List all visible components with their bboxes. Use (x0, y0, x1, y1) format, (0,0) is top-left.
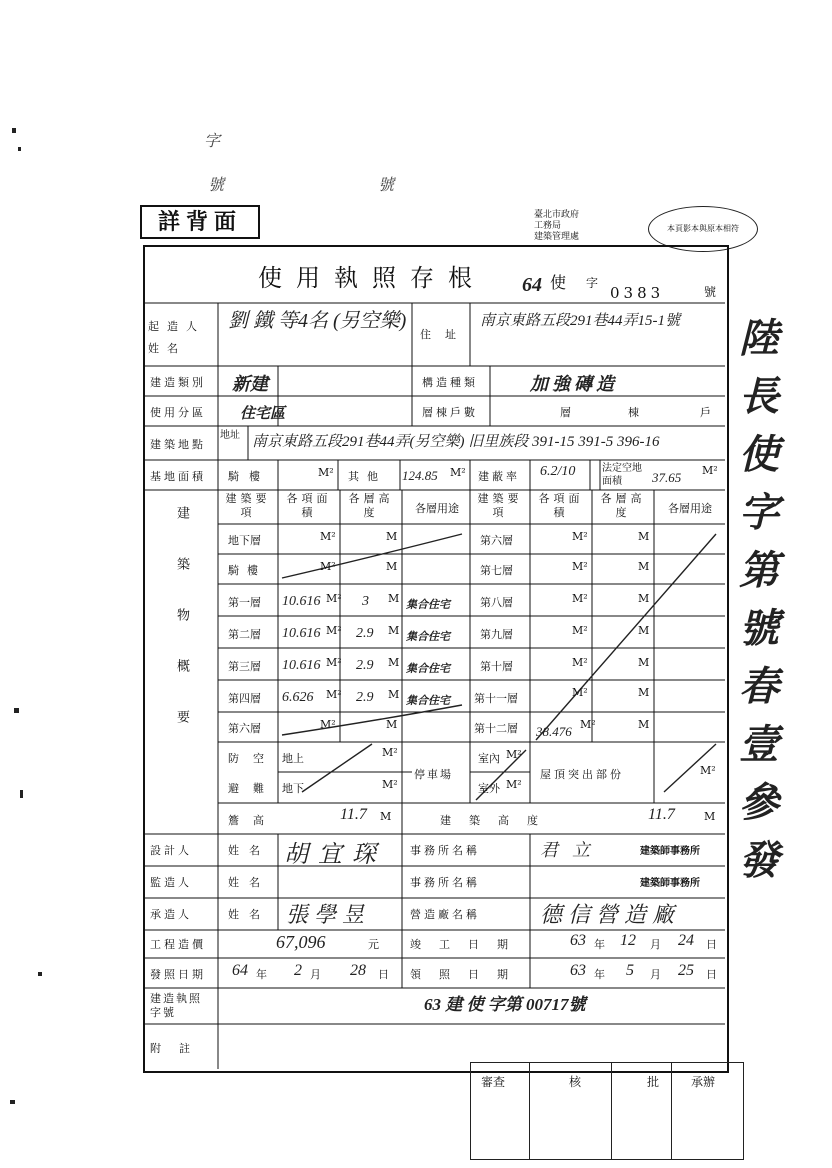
coverage-value: 6.2/10 (540, 464, 576, 479)
shelter-above-unit: M² (382, 746, 398, 759)
floor-height: 2.9 (356, 658, 374, 673)
permit-prefix: 64 (522, 274, 542, 296)
buildings-unit: 棟 (628, 406, 639, 419)
floor-area: 38.476 (536, 724, 572, 739)
area-unit: M² (572, 530, 588, 543)
layers-unit: 層 (560, 406, 571, 419)
side-char: 春 (739, 664, 779, 709)
permit-number-label: 建造執照字號 (150, 992, 202, 1019)
side-char: 字 (739, 490, 779, 535)
height-unit: M (388, 624, 400, 637)
legal-open-value: 37.65 (652, 470, 682, 485)
day-mark: 日 (378, 968, 389, 981)
issue-day: 28 (350, 962, 366, 979)
shelter-below-unit: M² (382, 778, 398, 791)
roof-unit: M² (700, 764, 716, 777)
stamp-line: 建築管理處 (534, 232, 580, 242)
permit-kind: 使 (550, 273, 567, 292)
site-value: 南京東路五段291巷44弄(另空樂) 旧里族段 391-15 391-5 396-16 (252, 434, 660, 450)
eaves-unit: M (380, 810, 392, 823)
area-unit: M² (572, 560, 588, 573)
structure-type-label: 構造種類 (422, 376, 478, 389)
stamp-line: 工務局 (534, 221, 562, 231)
shelter-above-label: 地上 (282, 752, 304, 765)
shelter-below-label: 地下 (282, 782, 304, 795)
height-unit: M (386, 718, 398, 731)
floor-use-stamp: 集合住宅 (406, 663, 450, 675)
supervisor-office-label: 事務所名稱 (410, 876, 480, 889)
floor-area: 6.626 (282, 690, 314, 705)
side-char: 第 (739, 548, 779, 593)
side-char: 陸 (739, 316, 779, 361)
address-value: 南京東路五段291巷44弄15-1號 (480, 313, 680, 329)
floor-name: 第六層 (480, 534, 513, 547)
faint-mark: 號 (378, 177, 395, 194)
stamp-field: 承辦 (691, 1075, 716, 1089)
floor-area: 10.616 (282, 626, 321, 641)
floor-height: 2.9 (356, 690, 374, 705)
stamp-field: 核 (569, 1075, 582, 1089)
stamp-divider (671, 1063, 672, 1159)
stamp-divider (611, 1063, 612, 1159)
structure-type-value: 加強磚造 (530, 374, 618, 394)
cost-unit: 元 (368, 938, 379, 951)
receive-day: 25 (678, 962, 694, 979)
legal-open-label: 法定空地面積 (602, 463, 642, 487)
side-char: 使 (739, 432, 779, 477)
designer-stamp: 建築師事務所 (640, 846, 700, 857)
address-label: 住址 (420, 328, 470, 341)
parking-outdoor-unit: M² (506, 778, 522, 791)
contractor-label: 承造人 (150, 908, 192, 921)
floor-name: 第一層 (228, 596, 261, 609)
permit-number: 0383 (610, 284, 665, 302)
year-mark: 年 (594, 968, 605, 981)
month-mark: 月 (650, 968, 661, 981)
header-tag: 詳背面 (140, 205, 260, 239)
issue-year: 64 (232, 962, 248, 979)
floors-label: 層棟戶數 (422, 406, 478, 419)
height-unit: M (638, 560, 650, 573)
area-unit: M² (320, 560, 336, 573)
area-unit: M² (326, 624, 342, 637)
coverage-label: 建蔽率 (478, 470, 520, 483)
floor-name: 第八層 (480, 596, 513, 609)
supervisor-name-label: 姓名 (228, 876, 270, 889)
completion-month: 12 (620, 932, 636, 949)
issue-date-label: 發照日期 (150, 968, 206, 981)
height-unit: M (638, 592, 650, 605)
height-unit: M (638, 530, 650, 543)
day-mark: 日 (706, 968, 717, 981)
certified-copy-stamp: 本頁影本與原本相符 (648, 206, 758, 252)
floor-name: 地下層 (228, 534, 261, 547)
floor-name: 第七層 (480, 564, 513, 577)
stamp-field: 審查 (481, 1075, 506, 1089)
site-sublabel: 地址 (220, 430, 240, 441)
designer-office: 君立 (540, 840, 604, 860)
completion-year: 63 (570, 932, 586, 949)
other-value: 124.85 (402, 468, 438, 483)
land-area-label: 基地面積 (150, 470, 206, 483)
contractor-name-label: 姓名 (228, 908, 270, 921)
area-unit: M² (326, 688, 342, 701)
height-unit: M (638, 686, 650, 699)
area-unit: M² (572, 624, 588, 637)
site-label: 建築地點 (150, 438, 206, 451)
receive-month: 5 (626, 962, 634, 979)
height-unit: M (386, 530, 398, 543)
floor-name: 第十一層 (474, 692, 518, 705)
arcade-unit: M² (318, 466, 334, 479)
side-char: 參 (739, 780, 779, 825)
header-height-right: 各層高度 (600, 492, 646, 519)
area-unit: M² (326, 656, 342, 669)
side-char: 壹 (739, 722, 779, 767)
floor-name: 第三層 (228, 660, 261, 673)
permit-char: 字 (586, 276, 599, 290)
height-unit: M (638, 624, 650, 637)
day-mark: 日 (706, 938, 717, 951)
month-mark: 月 (310, 968, 321, 981)
floor-area: 10.616 (282, 658, 321, 673)
legal-open-unit: M² (702, 464, 718, 477)
supervisor-label: 監造人 (150, 876, 192, 889)
parking-label: 停車場 (414, 768, 453, 781)
notes-label: 附註 (150, 1042, 208, 1055)
faint-mark: 號 (208, 177, 225, 194)
other-label: 其他 (348, 470, 386, 483)
cost-label: 工程造價 (150, 938, 206, 951)
approval-stamp (470, 1062, 744, 1160)
designer-name: 胡宜琛 (284, 842, 386, 868)
receive-date-label: 領照日期 (410, 968, 526, 981)
permit-number-value: 63 建 使 字第 00717號 (424, 995, 586, 1014)
building-type-value: 新建 (232, 374, 268, 394)
roof-label: 屋頂突出部份 (540, 768, 624, 781)
area-unit: M² (572, 686, 588, 699)
parking-outdoor-label: 室外 (478, 782, 500, 795)
shelter-label-2: 避難 (228, 782, 278, 795)
eaves-value: 11.7 (340, 806, 367, 823)
floor-area: 10.616 (282, 594, 321, 609)
stamp-divider (529, 1063, 530, 1159)
zone-label: 使用分區 (150, 406, 206, 419)
building-height-label: 建築高度 (440, 814, 556, 827)
floor-height: 2.9 (356, 626, 374, 641)
header-area: 各項面積 (286, 492, 332, 519)
stamp-field: 批 (647, 1075, 660, 1089)
contractor-office-label: 營造廠名稱 (410, 908, 480, 921)
floor-name: 第二層 (228, 628, 261, 641)
stamp-line: 臺北市政府 (534, 210, 580, 220)
building-height-value: 11.7 (648, 806, 675, 823)
side-char: 號 (739, 606, 779, 651)
units-unit: 戶 (700, 406, 711, 419)
floor-use-stamp: 集合住宅 (406, 695, 450, 707)
designer-office-label: 事務所名稱 (410, 844, 480, 857)
issue-month: 2 (294, 962, 302, 979)
contractor-name: 張學昱 (286, 902, 371, 927)
faint-mark: 字 (204, 133, 221, 150)
zone-value: 住宅區 (240, 406, 286, 422)
height-unit: M (388, 592, 400, 605)
building-type-label: 建造類別 (150, 376, 206, 389)
area-unit: M² (580, 718, 596, 731)
area-unit: M² (320, 718, 336, 731)
height-unit: M (386, 560, 398, 573)
floor-name: 第六層 (228, 722, 261, 735)
contractor-office: 德信營造廠 (540, 902, 681, 927)
building-summary-label: 建築物概要 (174, 506, 189, 761)
supervisor-stamp: 建築師事務所 (640, 878, 700, 889)
area-unit: M² (320, 530, 336, 543)
area-unit: M² (572, 592, 588, 605)
header-use: 各層用途 (415, 502, 459, 515)
floor-name: 騎樓 (228, 564, 266, 577)
floor-use-stamp: 集合住宅 (406, 599, 450, 611)
floor-name: 第九層 (480, 628, 513, 641)
owner-label: 起造人姓名 (148, 320, 205, 355)
height-unit: M (388, 656, 400, 669)
header-area-right: 各項面積 (538, 492, 584, 519)
area-unit: M² (572, 656, 588, 669)
year-mark: 年 (594, 938, 605, 951)
side-char: 發 (739, 838, 779, 883)
floor-name: 第十二層 (474, 722, 518, 735)
floor-name: 第十層 (480, 660, 513, 673)
form-title: 使用執照存根 (258, 264, 486, 292)
parking-indoor-label: 室內 (478, 752, 500, 765)
header-height: 各層高度 (348, 492, 394, 519)
height-unit: M (388, 688, 400, 701)
floor-use-stamp: 集合住宅 (406, 631, 450, 643)
year-mark: 年 (256, 968, 267, 981)
floor-name: 第四層 (228, 692, 261, 705)
floor-height: 3 (362, 594, 369, 609)
permit-suffix: 號 (704, 285, 717, 299)
other-unit: M² (450, 466, 466, 479)
height-unit: M (638, 656, 650, 669)
designer-name-label: 姓名 (228, 844, 270, 857)
arcade-label: 騎樓 (228, 470, 270, 483)
area-unit: M² (326, 592, 342, 605)
completion-label: 竣工日期 (410, 938, 526, 951)
header-use-right: 各層用途 (668, 502, 712, 515)
header-item: 建築要項 (225, 492, 271, 519)
eaves-label: 簷高 (228, 814, 278, 827)
shelter-label-1: 防空 (228, 752, 278, 765)
side-char: 長 (739, 374, 779, 419)
header-item-right: 建築要項 (477, 492, 523, 519)
completion-day: 24 (678, 932, 694, 949)
building-height-unit: M (704, 810, 716, 823)
owner-value: 劉 鐵 等4名 (另空樂) (228, 310, 407, 332)
height-unit: M (638, 718, 650, 731)
cost-value: 67,096 (276, 932, 326, 952)
parking-indoor-unit: M² (506, 748, 522, 761)
month-mark: 月 (650, 938, 661, 951)
receive-year: 63 (570, 962, 586, 979)
designer-label: 設計人 (150, 844, 192, 857)
